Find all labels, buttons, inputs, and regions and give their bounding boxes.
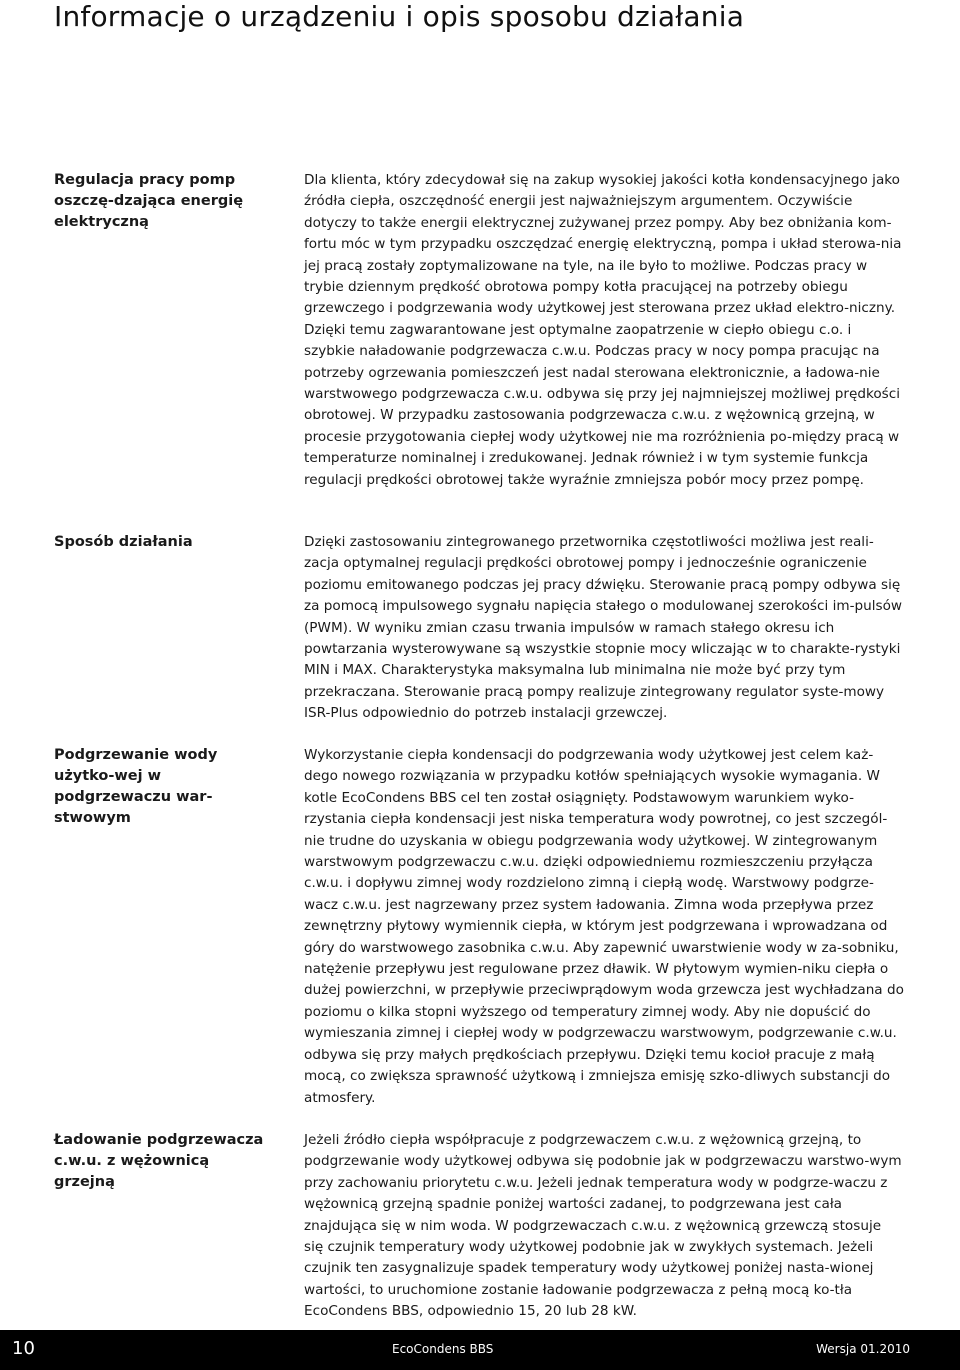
section-coil-heater-charging — [54, 1130, 914, 1325]
section-body: Wykorzystanie ciepła kondensacji do podgrzewania wody użytkowej jest celem każ-dego nowego rozwiązania w przypadku kotłów spełniających wysokie wymagania. W kotle EcoCondens BBS cel ten został osiągnięty. Podstawowym warunkiem wyko-rzystania ciepła kondensacji jest niska temperatura wody powrotnej, co jest szczegól-nie trudne do uzyskania w obiegu podgrzewania wody użytkowej. W zintegrowanym warstwowym podgrzewaczu c.w.u. dzięki odpowiedniemu rozmieszczeniu przyłącza c.w.u. i dopływu zimnej wody rozdzielono zimną i ciepłą wodę. Warstwowy podgrze-wacz c.w.u. jest nagrzewany przez system ładowania. Zimna woda przepływa przez zewnętrzny płytowy wymiennik ciepła, w którym jest podgrzewana i wprowadzana od góry do warstwowego zasobnika c.w.u. Aby zapewnić uwarstwienie wody w za-sobniku, natężenie przepływu jest regulowane przez dławik. W płytowym wymien-niku ciepła o dużej powierzchni, w przepływie przeciwprądowym woda grzewcza jest wychładzana do poziomu o kilka stopni wyższego od temperatury zimnej wody. Aby nie dopuścić do wymieszania zimnej i ciepłej wody w podgrzewaczu warstwowym, podgrzewanie c.w.u. odbywa się przy małych prędkościach przepływu. Dzięki temu kocioł pracuje z małą mocą, co zwiększa sprawność użytkową i zmniejsza emisję szko-dliwych substancji do atmosfery. — [304, 747, 904, 1106]
section-body: Jeżeli źródło ciepła współpracuje z podgrzewaczem c.w.u. z wężownicą grzejną, to podgrzewanie wody użytkowej odbywa się podobnie jak w podgrzewaczu warstwo-wym przy zachowaniu priorytetu c.w.u. Jeżeli jednak temperatura wody w podgrze-waczu z wężownicą grzejną spadnie poniżej wartości zadanej, to podgrzewana jest cała znajdująca się w nim woda. W podgrzewaczach c.w.u. z wężownicą grzewczą stosuje się czujnik temperatury wody użytkowej podobnie jak w zwykłych systemach. Jeżeli czujnik ten zasygnalizuje spadek temperatury wody użytkowej poniżej nasta-wionej wartości, to uruchomione zostanie ładowanie podgrzewacza z pełną mocą ko-tła EcoCondens BBS, odpowiednio 15, 20 lub 28 kW. — [304, 1132, 902, 1320]
section-operation-mode — [54, 532, 914, 727]
section-body: Dla klienta, który zdecydował się na zakup wysokiej jakości kotła kondensacyjnego jako źródła ciepła, oszczędność energii jest najważniejszym argumentem. Oczywiście dotyczy to także energii elektrycznej zużywanej przez pompy. Aby bez obniżania kom-fortu móc w tym przypadku oszczędzać energię elektryczną, pompa i układ sterowa-nia jej pracą zostały zoptymalizowane na tyle, na ile było to możliwe. Podczas pracy w trybie dziennym prędkość obrotowa pompy kotła pracującej na potrzeby obiegu grzewczego i podgrzewania wody użytkowej jest sterowana przez układ elektro-niczny. Dzięki temu zagwarantowane jest optymalne zaopatrzenie w ciepło obiegu c.o. i szybkie naładowanie podgrzewacza c.w.u. Podczas pracy w nocy pompa pracując na potrzeby ogrzewania pomieszczeń jest nadal sterowana elektronicznie, a ładowa-nie warstwowego podgrzewacza c.w.u. odbywa się przy jej najmniejszej możliwej prędkości obrotowej. W przypadku zastosowania podgrzewacza c.w.u. z wężownicą grzejną, w procesie przygotowania ciepłej wody użytkowej nie ma rozróżnienia po-między pracą w temperaturze nominalnej i zredukowanej. Jednak również i w tym systemie funkcja regulacji prędkości obrotowej także wyraźnie zmniejsza pobór mocy przez pompę. — [304, 172, 902, 488]
section-heading: Ładowanie podgrzewacza c.w.u. z wężownicą grzejną — [54, 1132, 264, 1190]
page-number: 10 — [12, 1338, 35, 1359]
section-pump-regulation — [54, 170, 914, 515]
page-title: Informacje o urządzeniu i opis sposobu działania — [54, 0, 745, 33]
footer-bar — [0, 1330, 960, 1370]
section-heading: Sposób działania — [54, 534, 193, 550]
section-heading: Regulacja pracy pomp oszczę-dzająca energię elektryczną — [54, 172, 244, 230]
section-heading: Podgrzewanie wody użytko-wej w podgrzewaczu war-stwowym — [54, 747, 218, 826]
section-body: Dzięki zastosowaniu zintegrowanego przetwornika częstotliwości możliwa jest reali-zacja optymalnej regulacji prędkości obrotowej pompy i jednocześnie ograniczenie poziomu emitowanego podczas jej pracy dźwięku. Sterowanie pracą pompy odbywa się za pomocą impulsowego sygnału napięcia stałego o modulowanej szerokości im-pulsów (PWM). W wyniku zmian czasu trwania impulsów w ramach stałego okresu ich powtarzania wysterowywane są wszystkie stopnie mocy wliczając w to charakte-rystyki MIN i MAX. Charakterystyka maksymalna lub minimalna nie może być przy tym przekraczana. Sterowanie pracą pompy realizuje zintegrowany regulator syste-mowy ISR-Plus odpowiednio do potrzeb instalacji grzewczej. — [304, 534, 903, 722]
footer-product-name: EcoCondens BBS — [392, 1342, 494, 1356]
section-layered-water-heating — [54, 745, 914, 1115]
footer-version: Wersja 01.2010 — [816, 1342, 910, 1356]
